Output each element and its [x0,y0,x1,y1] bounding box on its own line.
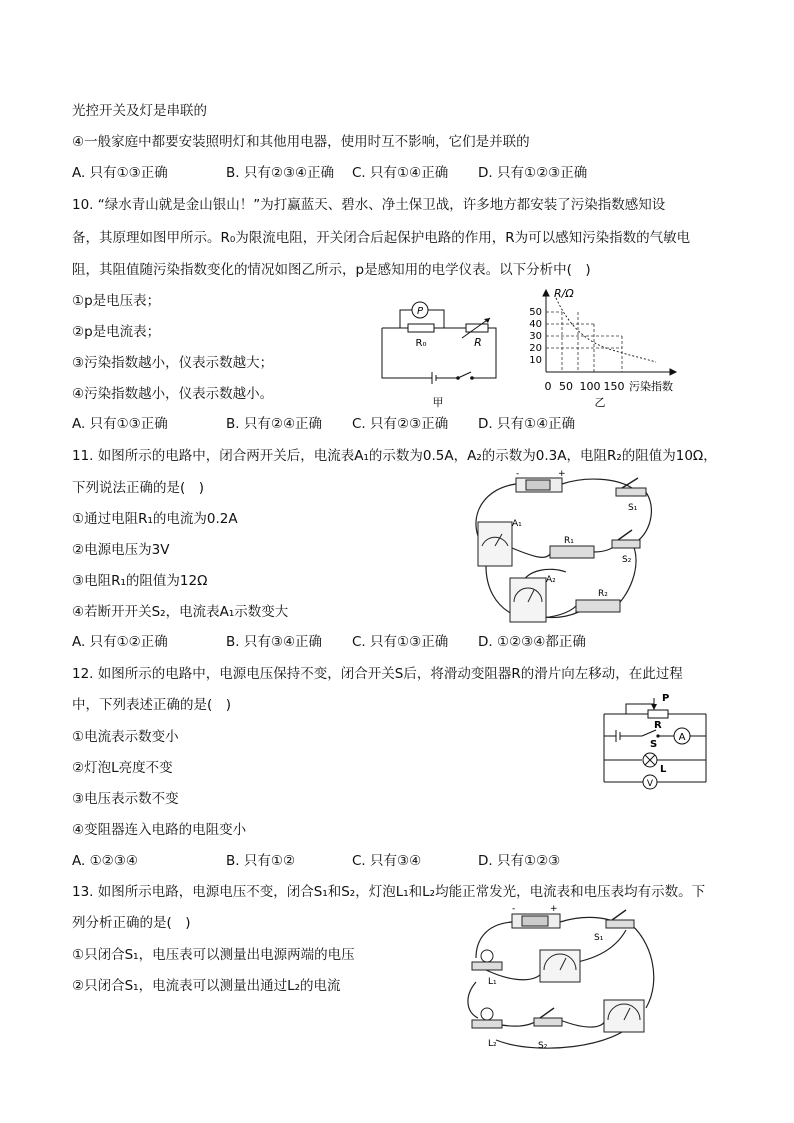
q12-label-p: P [662,693,670,704]
q13-stem-line-2: 列分析正确的是( ) [72,915,191,931]
q12-label-s: S [650,739,658,750]
q10-item-3: ③污染指数越小，仪表示数越大； [72,355,274,371]
q12-label-r: R [654,720,662,731]
q11-stem-line-1: 11. 如图所示的电路中，闭合两开关后，电流表A₁的示数为0.5A，A₂的示数为0.3A，电阻R₂的阻值为10Ω， [72,448,717,464]
q10-ytick-50: 50 [529,307,542,318]
option-d: D. 只有①②③正确 [478,165,588,181]
q10-xtick-0: 0 [544,380,552,393]
q10-xtick-100: 100 [579,380,601,393]
q13-label-s2: S₂ [538,1041,548,1051]
option-b: B. 只有②③④正确 [226,165,335,181]
q12-ammeter-a: A [678,732,686,743]
q11-battery-pos: + [558,469,566,479]
q10-caption-yi: 乙 [594,396,606,409]
q10-circuit-jia [372,296,512,408]
q13-label-l1: L₁ [488,977,497,987]
q10-stem-line-3: 阻，其阻值随污染指数变化的情况如图乙所示，p是感知用的电学仪表。以下分析中( ) [72,262,591,278]
q10-item-4: ④污染指数越小，仪表示数越小。 [72,386,274,402]
q13-battery-neg: - [512,904,516,914]
q12-item-1: ①电流表示数变小 [72,729,179,745]
q13-stem-line-1: 13. 如图所示电路，电源电压不变，闭合S₁和S₂，灯泡L₁和L₂均能正常发光，电流表和电压表均有示数。下 [72,884,706,900]
q10-item-2: ②p是电流表； [72,324,161,340]
q10-stem-line-1: 10. “绿水青山就是金山银山！”为打赢蓝天、碧水、净土保卫战，许多地方都安装了污染指数感知设 [72,197,666,213]
q10-caption-jia: 甲 [432,396,444,408]
q13-circuit-photo [456,900,668,1060]
q12-stem-line-2: 中，下列表述正确的是( ) [72,697,232,713]
q10-option-d: D. 只有①④正确 [478,416,576,432]
q11-option-d: D. ①②③④都正确 [478,634,586,650]
q10-ytick-40: 40 [529,319,542,330]
q13-label-l2: L₂ [488,1039,497,1049]
q12-option-b: B. 只有①② [226,853,296,869]
q12-option-d: D. 只有①②③ [478,853,561,869]
q10-option-a: A. 只有①③正确 [72,416,168,432]
q12-item-3: ③电压表示数不变 [72,791,179,807]
q10-axis-xlabel: 污染指数 [629,380,673,393]
q13-item-1: ①只闭合S₁，电压表可以测量出电源两端的电压 [72,947,355,963]
q12-option-a: A. ①②③④ [72,853,138,869]
q10-option-b: B. 只有②④正确 [226,416,323,432]
option-a: A. 只有①③正确 [72,165,168,181]
q10-axis-ylabel: R/Ω [554,287,574,300]
q11-label-r1: R₁ [564,536,574,546]
q13-battery-pos: + [550,904,558,914]
q11-option-b: B. 只有③④正确 [226,634,323,650]
q11-label-s1: S₁ [628,503,638,513]
option-c: C. 只有①④正确 [352,165,449,181]
q11-item-2: ②电源电压为3V [72,542,170,558]
q12-label-l: L [660,764,667,775]
q11-option-a: A. 只有①②正确 [72,634,168,650]
q10-option-c: C. 只有②③正确 [352,416,449,432]
q10-label-r0: R₀ [415,338,427,349]
q13-item-2: ②只闭合S₁，电流表可以测量出通过L₂的电流 [72,978,341,994]
q12-voltmeter-v: V [646,779,654,789]
q11-option-c: C. 只有①③正确 [352,634,449,650]
q12-item-2: ②灯泡L亮度不变 [72,760,173,776]
q11-item-3: ③电阻R₁的阻值为12Ω [72,573,208,589]
q12-item-4: ④变阻器连入电路的电阻变小 [72,822,247,838]
q10-item-1: ①p是电压表； [72,293,161,309]
q10-xtick-50: 50 [559,380,573,393]
q11-item-1: ①通过电阻R₁的电流为0.2A [72,511,238,527]
continuation-line: 光控开关及灯是串联的 [72,103,207,119]
q10-graph-yi [520,282,700,412]
statement-4: ④一般家庭中都要安装照明灯和其他用电器，使用时互不影响，它们是并联的 [72,134,530,150]
q12-circuit [596,692,714,796]
q12-option-c: C. 只有③④ [352,853,422,869]
q11-label-s2: S₂ [622,555,632,565]
q11-battery-neg: - [516,469,520,479]
q11-item-4: ④若断开开关S₂，电流表A₁示数变大 [72,604,289,620]
q11-label-r2: R₂ [598,589,608,599]
q10-meter-p: P [416,306,424,317]
q10-ytick-30: 30 [529,331,542,342]
q11-circuit-photo [466,466,666,626]
q10-label-r: R [474,336,482,349]
q13-label-s1: S₁ [594,933,604,943]
q10-xtick-150: 150 [603,380,625,393]
q10-stem-line-2: 备，其原理如图甲所示。R₀为限流电阻，开关闭合后起保护电路的作用，R为可以感知污染指数的气敏电 [72,230,691,246]
q11-label-a1: A₁ [512,519,522,529]
q10-ytick-10: 10 [529,355,542,366]
q11-stem-line-2: 下列说法正确的是( ) [72,480,205,496]
q10-ytick-20: 20 [529,343,542,354]
q11-label-a2: A₂ [546,575,556,585]
q12-stem-line-1: 12. 如图所示的电路中，电源电压保持不变，闭合开关S后，将滑动变阻器R的滑片向左移动，在此过程 [72,666,683,682]
